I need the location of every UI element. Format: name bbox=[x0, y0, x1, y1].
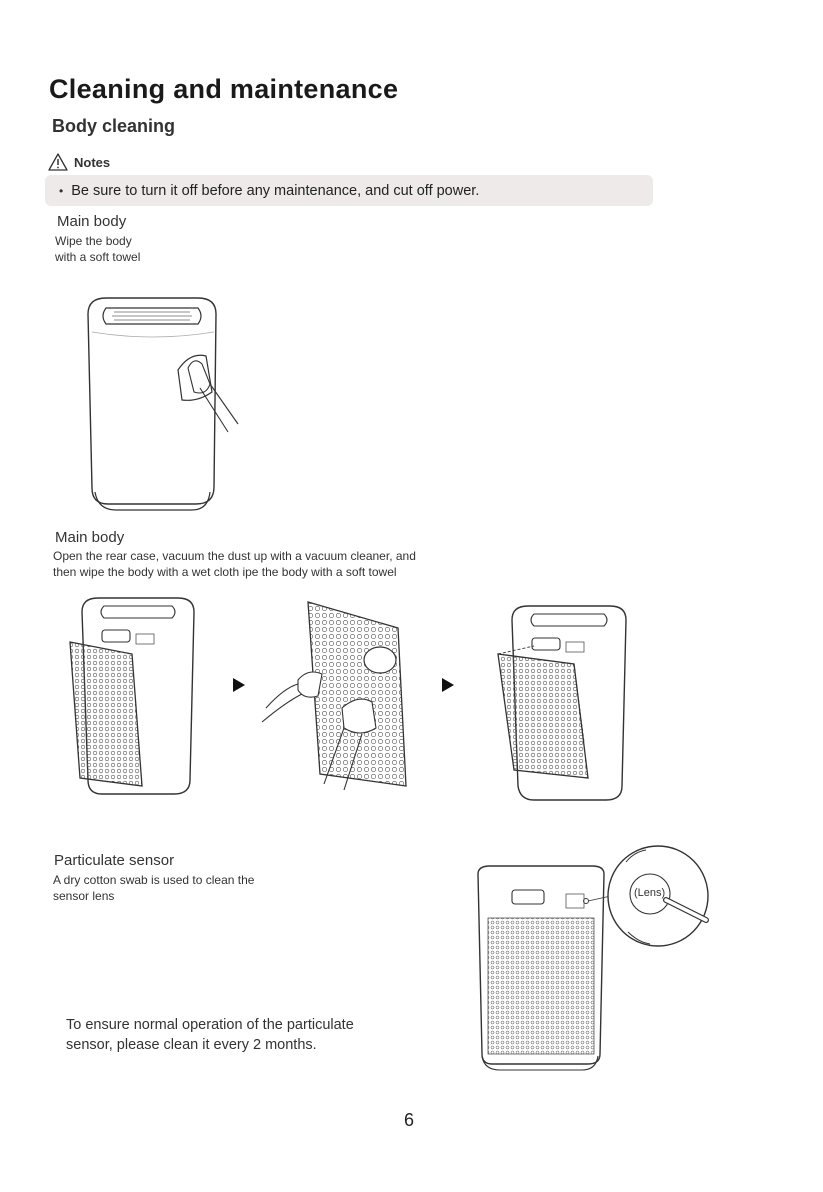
step-arrow-icon bbox=[232, 677, 246, 693]
section2-desc-line1: Open the rear case, vacuum the dust up with a vacuum cleaner, and bbox=[53, 549, 416, 563]
note-box bbox=[45, 175, 653, 206]
section-heading: Body cleaning bbox=[52, 116, 176, 136]
step-arrow-icon bbox=[441, 677, 455, 693]
maintenance-tip bbox=[66, 1015, 354, 1055]
note-bullet: • bbox=[59, 183, 64, 198]
notes-label: Notes bbox=[74, 154, 111, 170]
page-number: 6 bbox=[404, 1110, 415, 1130]
note-text: Be sure to turn it off before any maintenance, and cut off power. bbox=[71, 182, 480, 199]
purifier-open-rear-illustration bbox=[62, 594, 200, 798]
page-title: Cleaning and maintenance bbox=[49, 74, 399, 104]
lens-label: (Lens) bbox=[634, 887, 666, 899]
purifier-sensor-illustration bbox=[470, 840, 714, 1072]
filter-brush-illustration bbox=[258, 598, 418, 798]
notes-header bbox=[48, 153, 110, 171]
section1-title: Main body bbox=[57, 213, 127, 230]
tip-line1: To ensure normal operation of the particulate bbox=[66, 1017, 354, 1033]
section1-desc bbox=[55, 233, 140, 265]
purifier-close-rear-illustration bbox=[494, 602, 634, 802]
section2-title: Main body bbox=[55, 529, 125, 546]
section2-desc-line2: then wipe the body with a wet cloth ipe the body with a soft towel bbox=[53, 565, 397, 579]
purifier-wipe-illustration bbox=[78, 292, 248, 514]
section2-desc bbox=[53, 548, 416, 580]
section1-desc-line1: Wipe the body bbox=[55, 234, 132, 248]
tip-line2: sensor, please clean it every 2 months. bbox=[66, 1037, 317, 1053]
section1-desc-line2: with a soft towel bbox=[55, 250, 141, 264]
section3-desc bbox=[53, 872, 254, 904]
warning-triangle-icon bbox=[48, 153, 68, 171]
section3-desc-line2: sensor lens bbox=[53, 889, 115, 903]
section3-title: Particulate sensor bbox=[54, 852, 175, 869]
section3-desc-line1: A dry cotton swab is used to clean the bbox=[53, 873, 255, 887]
